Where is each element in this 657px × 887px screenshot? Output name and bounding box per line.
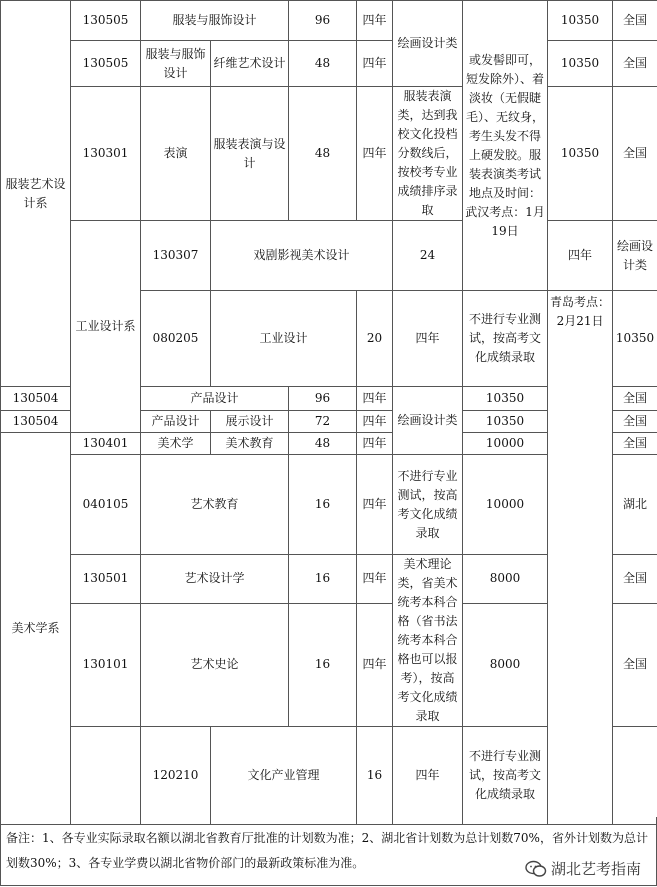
- plan-count: 96: [289, 387, 357, 411]
- major-direction: 展示设计: [211, 411, 289, 433]
- tuition-fee: 8000: [463, 555, 548, 604]
- enrollment-area: 全国: [613, 387, 657, 411]
- enrollment-area: 全国: [613, 555, 657, 604]
- major-name: 服装与服饰设计: [141, 1, 289, 41]
- enrollment-area: 湖北: [613, 455, 657, 555]
- study-years: 四年: [357, 411, 393, 433]
- major-name: 产品设计: [141, 411, 211, 433]
- enrollment-area: 全国: [613, 433, 657, 455]
- major-code: 130504: [1, 387, 71, 411]
- major-code: 130504: [1, 411, 71, 433]
- major-name: 工业设计: [211, 291, 357, 387]
- tuition-fee: 10000: [463, 433, 548, 455]
- major-direction: 服装表演与设计: [211, 87, 289, 221]
- plan-count: 96: [289, 1, 357, 41]
- major-code: 130505: [71, 41, 141, 87]
- major-name: 戏剧影视美术设计: [211, 221, 393, 291]
- enrollment-area: 全国: [613, 87, 657, 221]
- category-cell: 绘画设计类: [393, 1, 463, 87]
- department-cell: 工业设计系: [71, 221, 141, 433]
- table-row: [1, 87, 657, 221]
- major-name: 艺术史论: [141, 603, 289, 726]
- remarks-cell: 或发髻即可，短发除外）、着淡妆（无假睫毛）、无纹身，考生头发不得上硬发胶。服装表演类考试地点及时间：武汉考点：1月19日: [463, 1, 548, 291]
- major-direction: 美术教育: [211, 433, 289, 455]
- watermark-text: 湖北艺考指南: [550, 860, 641, 878]
- category-cell: 不进行专业测试，按高考文化成绩录取: [463, 291, 548, 387]
- tuition-fee: 10350: [613, 291, 657, 387]
- study-years: 四年: [393, 291, 463, 387]
- tuition-fee: 10350: [463, 387, 548, 411]
- plan-count: 16: [289, 455, 357, 555]
- major-direction: 纤维艺术设计: [211, 41, 289, 87]
- study-years: 四年: [357, 87, 393, 221]
- plan-count: 16: [357, 727, 393, 825]
- major-code: 130501: [71, 555, 141, 604]
- major-code: 130301: [71, 87, 141, 221]
- category-cell: 服装表演类，达到我校文化投档分数线后，按校考专业成绩排序录取: [393, 87, 463, 221]
- tuition-fee: 10350: [548, 87, 613, 221]
- study-years: 四年: [393, 727, 463, 825]
- department-cell: 美术学系: [1, 433, 71, 825]
- study-years: 四年: [357, 387, 393, 411]
- table-row: [1, 41, 657, 87]
- remarks-cell: 青岛考点：2月21日: [548, 291, 613, 825]
- major-name: 产品设计: [141, 387, 289, 411]
- tuition-fee: 10350: [463, 411, 548, 433]
- notes-text: 备注：1、各专业实际录取名额以湖北省教育厅批准的计划数为准；2、湖北省计划数为总计划数70%，省外计划数为总计划数30%；3、各专业学费以湖北省物价部门的最新政策标准为准。: [6, 831, 648, 870]
- study-years: 四年: [357, 41, 393, 87]
- major-name: 艺术设计学: [141, 555, 289, 604]
- category-cell: 绘画设计类: [393, 387, 463, 455]
- wechat-icon: [525, 860, 547, 878]
- plan-count: 48: [289, 41, 357, 87]
- department-cell: 服装艺术设计系: [1, 1, 71, 387]
- table-row: [1, 221, 657, 291]
- tuition-fee: 8000: [463, 603, 548, 726]
- plan-count: 16: [289, 555, 357, 604]
- major-code: 080205: [141, 291, 211, 387]
- major-name: 美术学: [141, 433, 211, 455]
- plan-count: 16: [289, 603, 357, 726]
- plan-count: 72: [289, 411, 357, 433]
- major-code: 130101: [71, 603, 141, 726]
- category-cell: 不进行专业测试，按高考文化成绩录取: [393, 455, 463, 555]
- plan-count: 20: [357, 291, 393, 387]
- enrollment-area: 全国: [613, 411, 657, 433]
- major-code: 120210: [141, 727, 211, 825]
- category-cell: 美术理论类，省美术统考本科合格（省书法统考本科合格也可以报考），按高考文化成绩录取: [393, 555, 463, 727]
- major-name: 文化产业管理: [211, 727, 357, 825]
- category-cell: 不进行专业测试，按高考文化成绩录取: [463, 727, 548, 825]
- study-years: 四年: [357, 455, 393, 555]
- study-years: 四年: [548, 221, 613, 291]
- enrollment-area: 全国: [613, 41, 657, 87]
- tuition-fee: 10350: [548, 1, 613, 41]
- remarks-cell-empty: [613, 727, 657, 825]
- enrollment-area: 全国: [613, 603, 657, 726]
- major-name: 表演: [141, 87, 211, 221]
- table-row: [1, 1, 657, 41]
- study-years: 四年: [357, 433, 393, 455]
- category-cell: 绘画设计类: [613, 221, 657, 291]
- major-code: 130505: [71, 1, 141, 41]
- plan-count: 48: [289, 433, 357, 455]
- study-years: 四年: [357, 1, 393, 41]
- study-years: 四年: [357, 555, 393, 604]
- major-code: 130401: [71, 433, 141, 455]
- major-code: 040105: [71, 455, 141, 555]
- major-code: 130307: [141, 221, 211, 291]
- department-cell-empty: [71, 727, 141, 825]
- study-years: 四年: [357, 603, 393, 726]
- major-name: 服装与服饰设计: [141, 41, 211, 87]
- tuition-fee: 10000: [463, 455, 548, 555]
- tuition-fee: 10350: [548, 41, 613, 87]
- plan-count: 24: [393, 221, 463, 291]
- major-name: 艺术教育: [141, 455, 289, 555]
- plan-count: 48: [289, 87, 357, 221]
- watermark: [521, 858, 645, 879]
- enrollment-area: 全国: [613, 1, 657, 41]
